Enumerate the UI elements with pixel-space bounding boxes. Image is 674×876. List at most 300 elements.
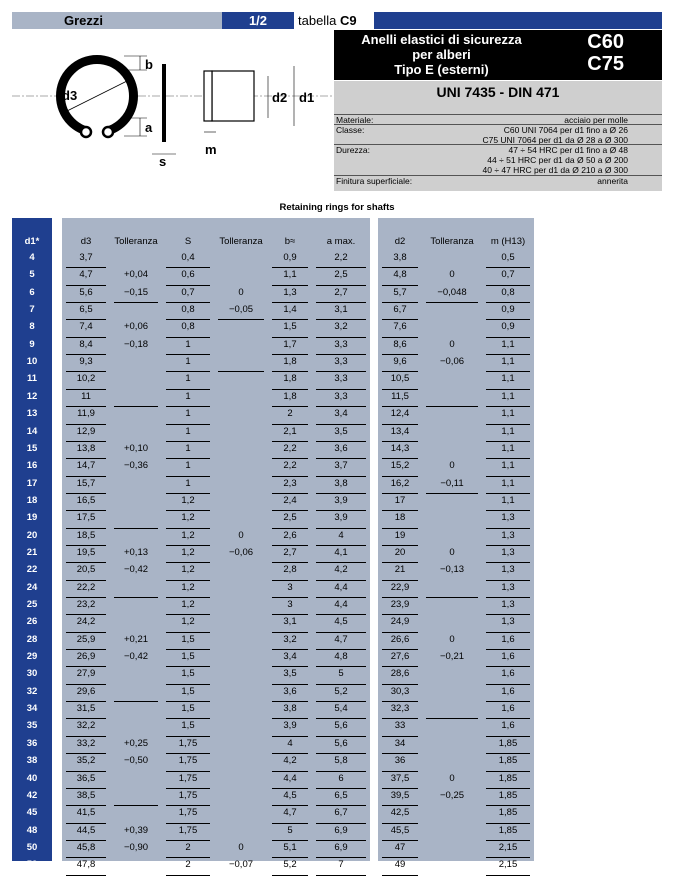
row-m: 1,3 [501,512,515,524]
row-divider [272,371,308,372]
tol-d3-group-line [114,406,158,407]
row-d1: 52 [26,859,38,871]
row-divider [486,319,530,320]
row-b: 2,3 [283,477,297,489]
row-d2: 18 [394,512,406,524]
row-d1: 36 [26,737,38,749]
row-s: 1,5 [181,720,195,732]
row-divider [166,632,210,633]
row-divider [66,614,106,615]
row-divider [166,857,210,858]
row-divider [166,597,210,598]
grezzi-label: Grezzi [12,12,222,29]
row-a: 3,3 [334,356,348,368]
row-divider [66,788,106,789]
row-m: 1,3 [501,529,515,541]
row-s: 1,2 [181,581,195,593]
row-s: 1,2 [181,546,195,558]
spec-classe: Classe: C60 UNI 7064 per d1 fino a Ø 26 C75 UNI 7064 per d1 da Ø 28 a Ø 300 [334,124,662,145]
row-d3: 13,8 [76,442,96,454]
row-divider [166,875,210,876]
row-divider [316,545,366,546]
row-d1: 15 [26,442,38,454]
row-divider [316,562,366,563]
row-divider [486,493,530,494]
row-b: 1,8 [283,390,297,402]
row-m: 1,6 [501,685,515,697]
row-divider [382,840,418,841]
row-d2: 5,7 [393,286,407,298]
row-s: 1 [185,390,191,402]
row-divider [166,840,210,841]
row-b: 2,2 [283,460,297,472]
row-divider [166,580,210,581]
row-divider [316,823,366,824]
row-divider [486,510,530,511]
row-divider [382,788,418,789]
row-d3: 41,5 [76,807,96,819]
row-divider [166,701,210,702]
page-indicator: 1/2 [222,12,294,29]
row-s: 2 [185,841,191,853]
row-b: 3,5 [283,668,297,680]
shaft-outline [212,71,254,121]
row-divider [486,684,530,685]
row-b: 2,7 [283,546,297,558]
tol-d3-upper: +0,39 [123,824,149,836]
row-divider [166,666,210,667]
row-divider [272,441,308,442]
title-line-2: per alberi [412,47,471,62]
row-divider [382,406,418,407]
row-divider [316,632,366,633]
title-line-3: Tipo E (esterni) [394,62,489,77]
row-s: 1 [185,373,191,385]
header-s: S [184,236,192,247]
row-divider [166,319,210,320]
row-d1: 5 [29,269,35,281]
row-d2: 20 [394,546,406,558]
row-divider [166,805,210,806]
row-divider [382,857,418,858]
row-divider [382,701,418,702]
row-d2: 12,4 [390,408,410,420]
row-divider [316,753,366,754]
tol-d3-lower: −0,42 [123,651,149,663]
row-b: 3,4 [283,651,297,663]
row-d3: 17,5 [76,512,96,524]
row-divider [66,597,106,598]
row-b: 0,9 [283,252,297,263]
row-d1: 9 [29,338,35,350]
groove [204,71,212,121]
row-divider [382,354,418,355]
row-b: 3,2 [283,633,297,645]
row-divider [316,666,366,667]
row-d2: 9,6 [393,356,407,368]
row-divider [316,597,366,598]
row-divider [382,267,418,268]
row-divider [272,701,308,702]
row-divider [66,771,106,772]
row-d3: 20,5 [76,564,96,576]
row-divider [316,371,366,372]
row-d1: 11 [26,373,38,385]
row-m: 1,1 [501,477,515,489]
row-divider [486,580,530,581]
row-m: 1,85 [498,807,518,819]
row-divider [486,562,530,563]
row-divider [166,406,210,407]
row-divider [272,528,308,529]
row-divider [486,545,530,546]
row-divider [66,510,106,511]
row-divider [486,528,530,529]
row-divider [316,424,366,425]
row-divider [316,441,366,442]
row-d1: 40 [26,772,38,784]
row-b: 4,5 [283,789,297,801]
row-b: 3,9 [283,720,297,732]
row-d1: 50 [26,841,38,853]
tol-d2-group-line [426,597,478,598]
title-line-1: Anelli elastici di sicurezza [361,32,522,47]
row-divider [382,736,418,737]
row-divider [486,389,530,390]
row-m: 1,6 [501,703,515,715]
tol-d2-upper: 0 [449,633,455,645]
tol-d3-lower: −0,36 [123,460,149,472]
row-a: 4,7 [334,633,348,645]
row-d1: 30 [26,668,38,680]
row-d3: 9,3 [79,356,93,368]
row-a: 3,7 [334,460,348,472]
row-divider [66,718,106,719]
s-label: s [159,154,167,169]
row-b: 2,4 [283,494,297,506]
row-d1: 18 [26,494,38,506]
row-m: 1,1 [501,356,515,368]
row-d1: 24 [26,581,38,593]
row-divider [272,805,308,806]
row-divider [166,614,210,615]
row-d3: 7,4 [79,321,93,333]
row-d1: 7 [29,304,35,316]
row-b: 1,1 [283,269,297,281]
row-d2: 11,5 [391,390,409,402]
row-divider [66,458,106,459]
header-d2: d2 [394,236,406,247]
tol-d2-lower: −0,11 [440,477,464,489]
row-d2: 13,4 [390,425,410,437]
row-divider [486,736,530,737]
row-divider [272,406,308,407]
row-s: 2 [185,859,191,871]
tol-d3-lower: −0,42 [123,564,149,576]
row-d2: 28,6 [390,668,410,680]
row-divider [382,302,418,303]
row-divider [66,267,106,268]
row-divider [66,528,106,529]
row-d2: 24,9 [390,616,410,628]
row-d3: 24,2 [76,616,96,628]
row-d2: 34 [394,737,406,749]
row-divider [486,441,530,442]
row-s: 1,75 [178,807,198,819]
tol-d2-upper: 0 [449,546,455,558]
row-a: 3,8 [334,477,348,489]
tol-d2-upper: 0 [449,772,455,784]
row-m: 0,8 [501,286,515,298]
row-b: 4,4 [283,772,297,784]
row-divider [272,736,308,737]
row-m: 1,1 [501,425,515,437]
row-d2: 15,2 [390,460,410,472]
row-divider [316,389,366,390]
row-divider [272,823,308,824]
row-divider [486,267,530,268]
row-d2: 45,5 [390,824,410,836]
row-divider [486,302,530,303]
header-tol1: Tolleranza [114,236,158,247]
row-a: 3,9 [334,494,348,506]
row-a: 6,9 [334,841,348,853]
row-divider [382,597,418,598]
tol-s-upper: 0 [238,529,244,541]
tol-s-group-line [218,371,264,372]
row-divider [486,285,530,286]
row-s: 1,5 [181,685,195,697]
row-divider [486,875,530,876]
row-d2: 7,6 [393,321,407,333]
row-d1: 45 [26,807,38,819]
row-s: 1,5 [181,668,195,680]
d3-label: d3 [62,88,78,103]
row-divider [486,597,530,598]
row-divider [316,840,366,841]
tol-d3-group-line [114,701,158,702]
row-m: 1,6 [501,720,515,732]
row-m: 0,7 [501,269,515,281]
row-divider [66,441,106,442]
row-d3: 23,2 [76,599,96,610]
row-divider [272,510,308,511]
row-s: 1,75 [178,772,198,784]
row-d2: 49 [394,859,406,871]
row-divider [316,285,366,286]
row-divider [382,510,418,511]
row-d2: 21 [394,564,406,576]
row-m: 1,85 [498,789,518,801]
row-d2: 16,2 [390,477,410,489]
row-d3: 36,5 [76,772,96,784]
row-a: 7 [338,859,344,871]
row-m: 1,1 [501,390,515,402]
row-divider [486,718,530,719]
spec-finitura: Finitura superficiale: annerita [334,175,662,186]
row-s: 0,4 [181,252,195,263]
row-s: 1 [185,460,191,472]
row-divider [66,666,106,667]
row-d1: 17 [26,477,38,489]
row-divider [272,632,308,633]
row-m: 1,6 [501,651,515,663]
row-divider [66,632,106,633]
row-b: 2,8 [283,564,297,576]
row-m: 2,15 [498,859,518,871]
row-s: 1 [185,477,191,489]
row-divider [66,823,106,824]
row-d1: 34 [26,703,38,715]
row-divider [166,267,210,268]
row-divider [316,267,366,268]
row-divider [166,823,210,824]
row-divider [166,458,210,459]
row-divider [486,823,530,824]
row-m: 1,6 [501,633,515,645]
row-d2: 32,3 [390,703,410,715]
row-b: 4 [287,737,293,749]
row-divider [316,684,366,685]
tol-d2-upper: 0 [449,460,455,472]
row-divider [382,476,418,477]
row-d1: 16 [26,460,38,472]
row-divider [272,476,308,477]
header-d1: d1* [24,236,40,247]
row-d1: 28 [26,633,38,645]
row-s: 1,5 [181,633,195,645]
row-d1: 22 [26,564,38,576]
row-divider [486,840,530,841]
row-divider [486,406,530,407]
row-divider [382,666,418,667]
row-d2: 8,6 [393,338,407,350]
row-divider [66,753,106,754]
row-d1: 35 [26,720,38,732]
row-divider [166,424,210,425]
row-d2: 42,5 [390,807,410,819]
row-d3: 12,9 [76,425,96,437]
row-divider [486,354,530,355]
row-divider [66,805,106,806]
row-b: 2 [287,408,293,420]
row-s: 1,75 [178,789,198,801]
row-s: 0,7 [181,286,195,298]
row-d3: 11,9 [77,408,95,420]
row-m: 1,85 [498,755,518,767]
row-divider [272,649,308,650]
row-d3: 6,5 [79,304,93,316]
row-m: 1,1 [501,338,515,350]
row-divider [166,285,210,286]
row-d2: 23,9 [390,599,410,610]
header-strip [12,12,662,29]
row-a: 4,5 [334,616,348,628]
row-divider [316,649,366,650]
row-s: 0,8 [181,321,195,333]
row-divider [316,510,366,511]
row-divider [382,319,418,320]
standard-title: UNI 7435 - DIN 471 [436,84,560,100]
row-divider [66,580,106,581]
row-d3: 16,5 [76,494,96,506]
row-divider [316,406,366,407]
row-d2: 26,6 [390,633,410,645]
row-a: 4,4 [334,581,348,593]
row-divider [382,632,418,633]
row-divider [166,371,210,372]
row-m: 1,85 [498,772,518,784]
row-divider [316,580,366,581]
row-divider [272,285,308,286]
row-a: 6,9 [334,824,348,836]
row-d2: 33 [394,720,406,732]
tol-d2-lower: −0,06 [439,356,465,368]
row-divider [316,614,366,615]
row-d3: 11 [81,390,91,402]
col-bg-gap2 [370,218,378,861]
row-a: 5,8 [334,755,348,767]
row-divider [66,736,106,737]
row-s: 0,6 [181,269,195,281]
row-divider [66,701,106,702]
row-s: 1 [185,408,191,420]
row-d2: 19 [394,529,406,541]
col-bg-tol3 [422,218,482,861]
tol-d2-lower: −0,21 [439,651,465,663]
tol-d2-lower: −0,048 [437,286,467,298]
row-divider [166,771,210,772]
row-divider [272,718,308,719]
d2-label: d2 [272,90,288,105]
tol-d3-group-line [114,528,158,529]
row-divider [166,649,210,650]
row-divider [272,337,308,338]
row-divider [316,875,366,876]
row-a: 2,2 [334,252,348,263]
row-divider [66,840,106,841]
tol-s-lower: −0,05 [228,304,254,316]
row-s: 1,2 [181,529,195,541]
row-divider [66,285,106,286]
title-box [334,30,662,80]
row-d2: 27,6 [390,651,410,663]
tol-d3-lower: −0,90 [123,841,149,853]
row-divider [382,580,418,581]
row-divider [66,319,106,320]
row-divider [272,857,308,858]
tol-d3-group-line [114,597,158,598]
row-divider [166,562,210,563]
row-d3: 18,5 [76,529,96,541]
row-divider [486,857,530,858]
row-divider [272,666,308,667]
row-divider [382,458,418,459]
code-c60: C60 [587,31,624,53]
row-divider [316,718,366,719]
row-divider [486,632,530,633]
row-m: 1,1 [501,373,515,385]
row-divider [166,684,210,685]
row-d1: 32 [26,685,38,697]
row-m: 1,1 [501,460,515,472]
row-divider [382,614,418,615]
row-d2: 30,3 [390,685,410,697]
row-d3: 44,5 [76,824,96,836]
row-d1: 25 [26,599,38,610]
tol-s-upper: 0 [238,286,244,298]
row-divider [316,493,366,494]
